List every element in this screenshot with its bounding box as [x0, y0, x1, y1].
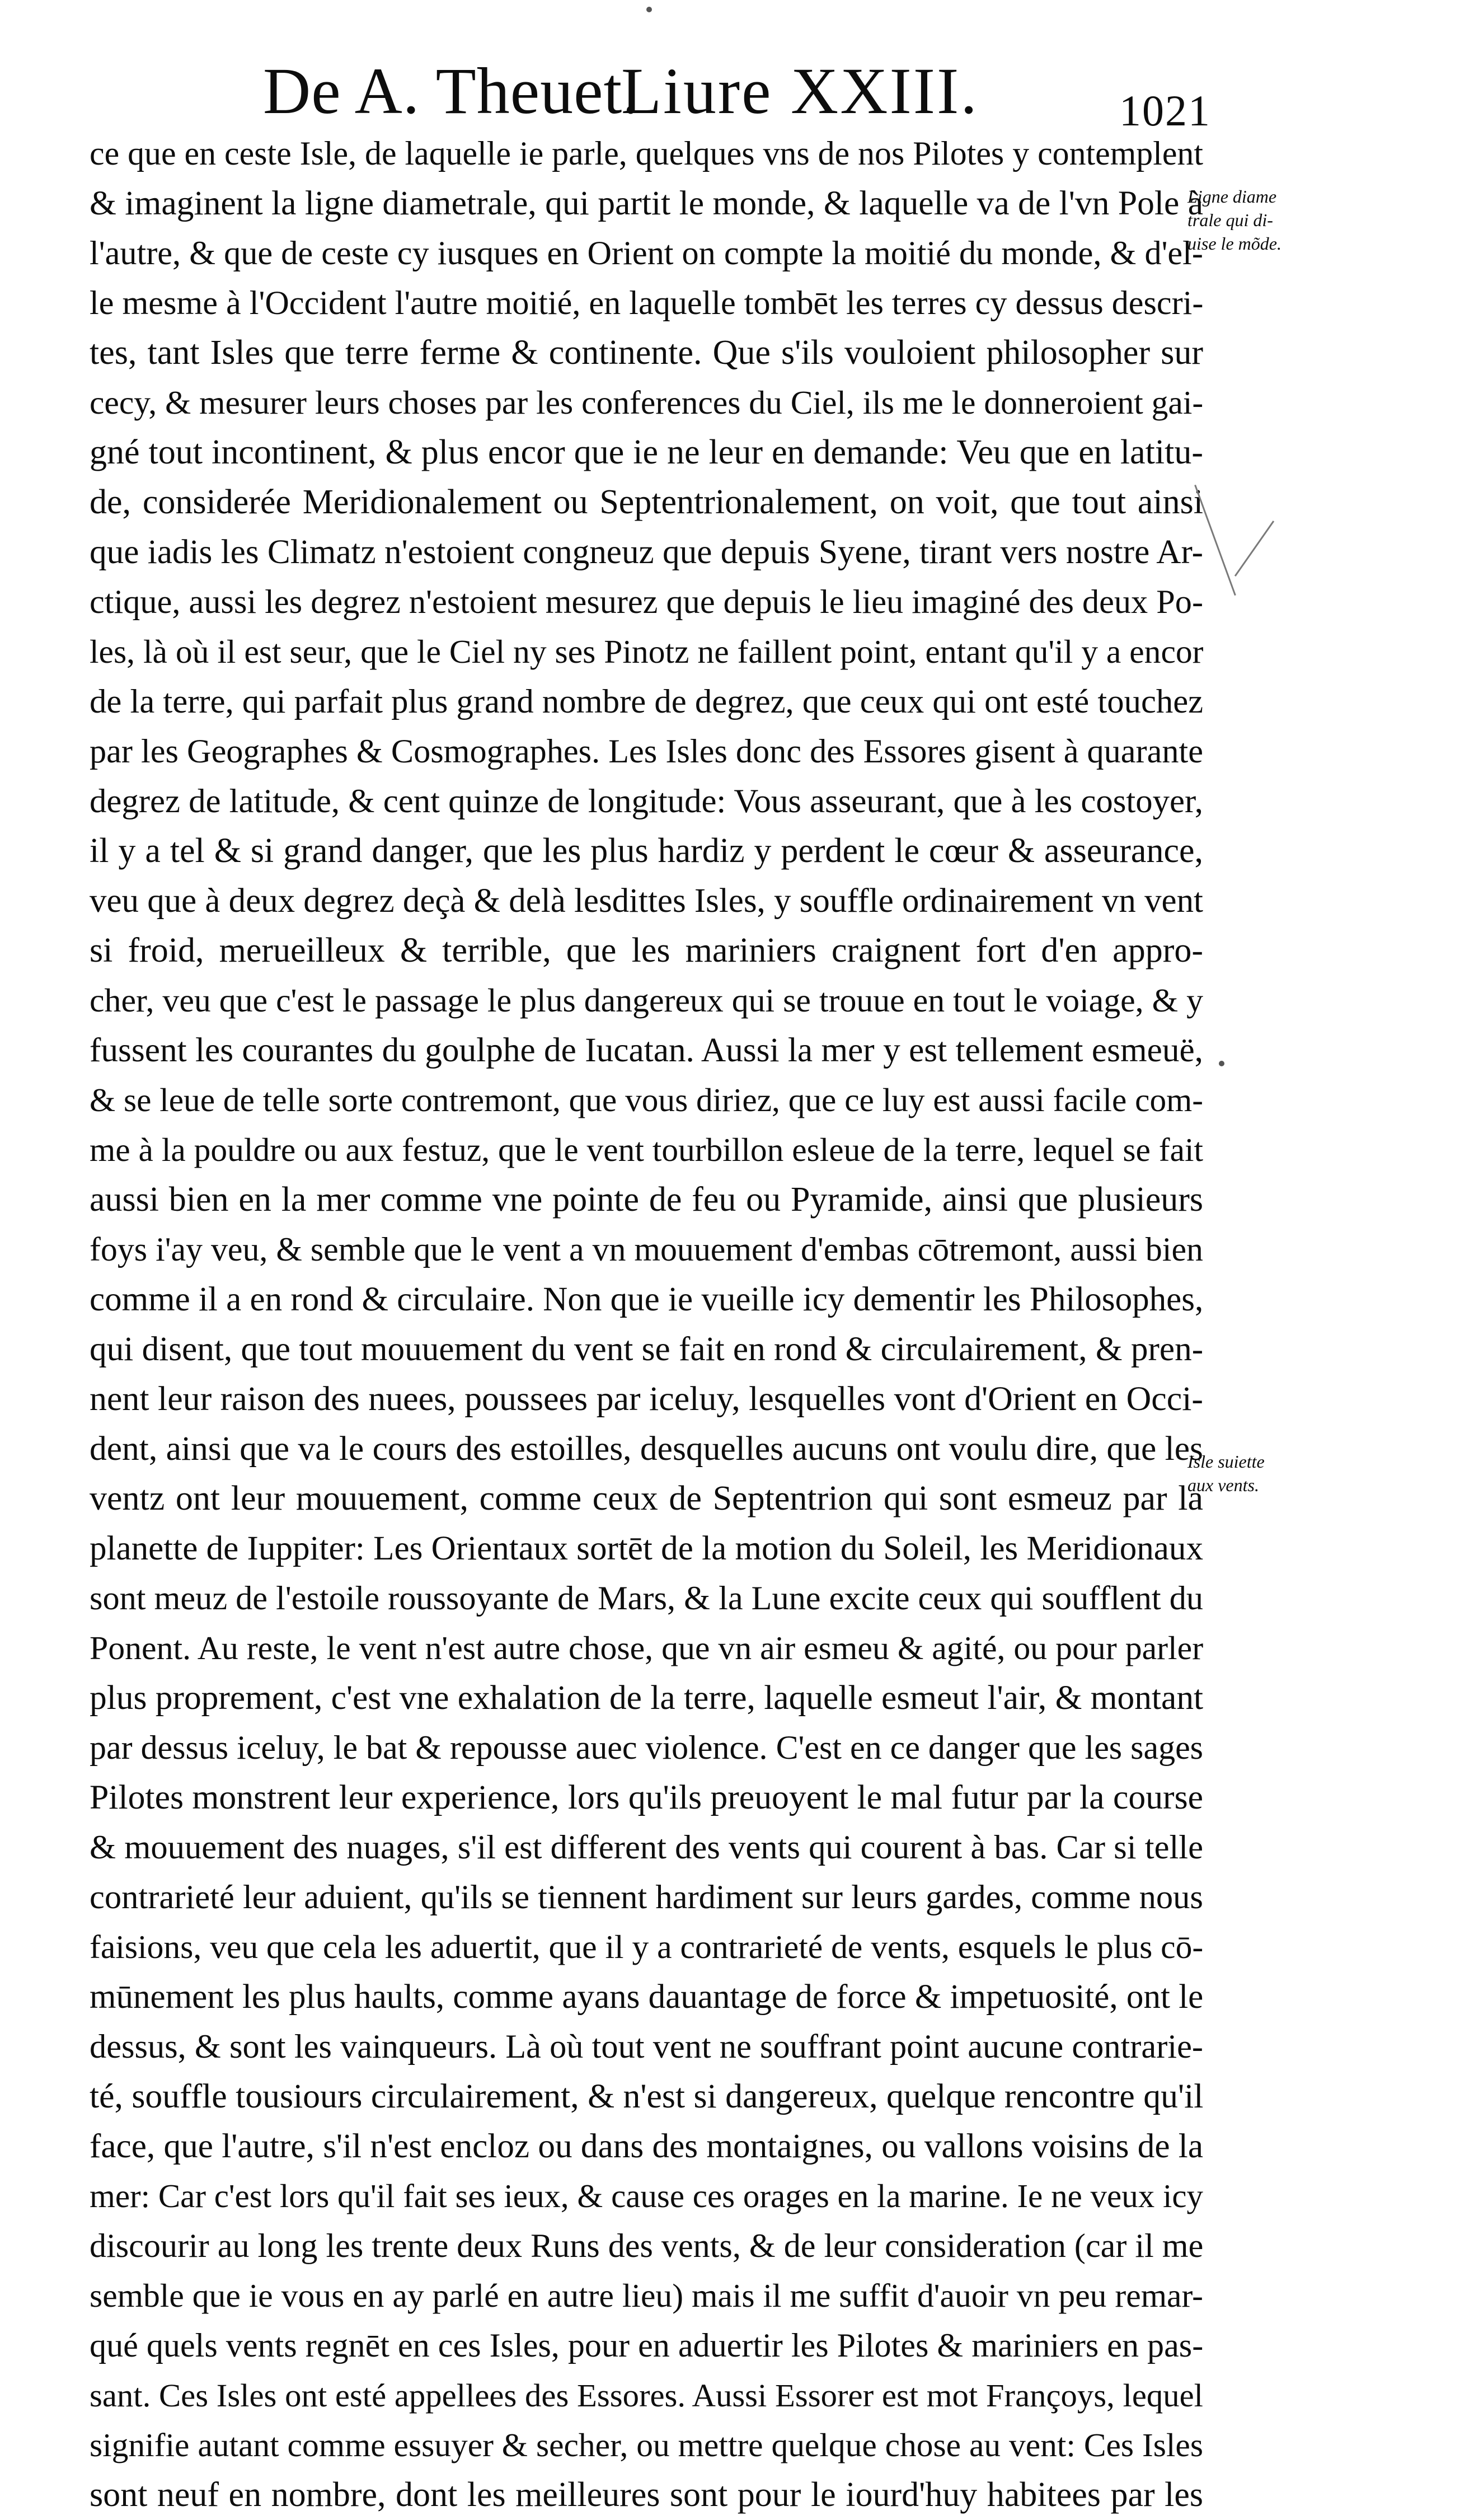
margin-note-line: aux vents.: [1187, 1475, 1259, 1495]
text-line: il y a tel & si grand danger, que les plus hardiz y perdent le cœur & asseurance,: [90, 832, 1203, 870]
text-line: me à la pouldre ou aux festuz, que le vent tourbillon esleue de la terre, lequel se fait: [90, 1131, 1203, 1168]
text-line: face, que l'autre, s'il n'est encloz ou dans des montaignes, ou vallons voisins de la: [90, 2127, 1203, 2165]
text-line: ce que en ceste Isle, de laquelle ie parle, quelques vns de nos Pilotes y contemplent: [90, 135, 1203, 172]
text-line: si froid, merueilleux & terrible, que les mariniers craignent fort d'en appro-: [90, 931, 1203, 969]
text-line: ventz ont leur mouuement, comme ceux de Septentrion qui sont esmeuz par la: [90, 1479, 1203, 1517]
running-head-author: De A. Theuet.: [263, 54, 640, 128]
text-line: discourir au long les trente deux Runs des vents, & de leur consideration (car il me: [90, 2227, 1204, 2265]
text-line: té, souffle tousiours circulairement, & n'est si dangereux, quelque rencontre qu'il: [90, 2077, 1204, 2115]
text-line: mer: Car c'est lors qu'il fait ses ieux, & cause ces orages en la marine. Ie ne veux icy: [90, 2177, 1203, 2214]
text-line: nent leur raison des nuees, poussees par iceluy, lesquelles vont d'Orient en Occi-: [90, 1380, 1203, 1418]
ink-speck: [1219, 1061, 1224, 1066]
text-line: de, considerée Meridionalement ou Septentrionalement, on voit, que tout ainsi: [90, 483, 1203, 521]
running-head-book: Liure XXIII.: [621, 54, 979, 128]
text-line: de la terre, qui parfait plus grand nombre de degrez, que ceux qui ont esté touchez: [90, 683, 1204, 720]
text-line: qué quels vents regnēt en ces Isles, pour en aduertir les Pilotes & mariniers en pas-: [90, 2327, 1204, 2364]
text-line: que iadis les Climatz n'estoient congneuz que depuis Syene, tirant vers nostre Ar-: [90, 533, 1203, 571]
margin-note-line: Ligne diame: [1187, 186, 1277, 207]
text-line: veu que à deux degrez deçà & delà lesdittes Isles, y souffle ordinairement vn vent: [90, 882, 1203, 920]
text-line: les, là où il est seur, que le Ciel ny ses Pinotz ne faillent point, entant qu'il y a encor: [90, 633, 1204, 670]
text-line: par les Geographes & Cosmographes. Les Isles donc des Essores gisent à quarante: [90, 733, 1203, 770]
body-text: [90, 129, 1203, 2520]
text-line: Pilotes monstrent leur experience, lors qu'ils preuoyent le mal futur par la course: [90, 1778, 1203, 1816]
margin-note-line: trale qui di-: [1187, 210, 1273, 230]
margin-note-ligne-diametrale: [1187, 185, 1299, 255]
text-line: le mesme à l'Occident l'autre moitié, en laquelle tombēt les terres cy dessus descri-: [90, 284, 1204, 322]
text-line: aussi bien en la mer comme vne pointe de feu ou Pyramide, ainsi que plusieurs: [90, 1181, 1203, 1219]
text-line: cecy, & mesurer leurs choses par les conferences du Ciel, ils me le donneroient gai-: [90, 384, 1204, 421]
text-line: dessus, & sont les vainqueurs. Là où tout vent ne souffrant point aucune contrarie-: [90, 2028, 1203, 2065]
text-line: cher, veu que c'est le passage le plus dangereux qui se trouue en tout le voiage, & y: [90, 982, 1203, 1019]
ink-speck: [646, 7, 652, 12]
text-line: signifie autant comme essuyer & secher, ou mettre quelque chose au vent: Ces Isles: [90, 2427, 1203, 2463]
text-line: fussent les courantes du goulphe de Iucatan. Aussi la mer y est tellement esmeuë,: [90, 1031, 1203, 1069]
text-line: dent, ainsi que va le cours des estoilles, desquelles aucuns ont voulu dire, que les: [90, 1430, 1203, 1468]
text-line: sont neuf en nombre, dont les meilleures sont pour le iourd'huy habitees par les: [90, 2476, 1203, 2514]
pencil-stroke: [1234, 521, 1274, 577]
text-line: tes, tant Isles que terre ferme & continente. Que s'ils vouloient philosopher sur: [90, 334, 1203, 372]
text-line: par dessus iceluy, le bat & repousse auec violence. C'est en ce danger que les sages: [90, 1729, 1203, 1766]
text-line: foys i'ay veu, & semble que le vent a vn mouuement d'embas cōtremont, aussi bien: [90, 1231, 1203, 1268]
text-line: sont meuz de l'estoile roussoyante de Mars, & la Lune excite ceux qui soufflent du: [90, 1580, 1203, 1617]
text-line: planette de Iuppiter: Les Orientaux sortēt de la motion du Soleil, les Meridionaux: [90, 1530, 1203, 1567]
text-line: plus proprement, c'est vne exhalation de la terre, laquelle esmeut l'air, & montant: [90, 1679, 1204, 1717]
text-line: Ponent. Au reste, le vent n'est autre chose, que vn air esmeu & agité, ou pour parler: [90, 1629, 1204, 1666]
text-line: mūnement les plus haults, comme ayans dauantage de force & impetuosité, ont le: [90, 1978, 1204, 2016]
text-line: qui disent, que tout mouuement du vent se fait en rond & circulairement, & pren-: [90, 1330, 1204, 1368]
text-line: & se leue de telle sorte contremont, que vous diriez, que ce luy est aussi facile com-: [90, 1081, 1203, 1118]
margin-note-line: uise le mõde.: [1187, 233, 1281, 254]
text-line: semble que ie vous en ay parlé en autre lieu) mais il me suffit d'auoir vn peu remar-: [90, 2277, 1203, 2314]
text-line: sant. Ces Isles ont esté appellees des Essores. Aussi Essorer est mot Françoys, lequel: [90, 2377, 1203, 2414]
text-line: comme il a en rond & circulaire. Non que ie vueille icy dementir les Philosophes,: [90, 1281, 1204, 1318]
text-line: & mouuement des nuages, s'il est different des vents qui courent à bas. Car si telle: [90, 1829, 1203, 1866]
margin-note-isle-suiette: [1187, 1450, 1299, 1497]
text-line: gné tout incontinent, & plus encor que ie ne leur en demande: Veu que en latitu-: [90, 433, 1203, 471]
running-header: [263, 49, 1214, 133]
text-line: degrez de latitude, & cent quinze de longitude: Vous asseurant, que à les costoyer,: [90, 783, 1203, 820]
text-line: & imaginent la ligne diametrale, qui partit le monde, & laquelle va de l'vn Pole à: [90, 184, 1204, 222]
text-line: ctique, aussi les degrez n'estoient mesurez que depuis le lieu imaginé des deux Po-: [90, 583, 1204, 621]
page-number: 1021: [1119, 86, 1211, 135]
text-line: faisions, veu que cela les aduertit, que il y a contrarieté de vents, esquels le plus cō-: [90, 1928, 1204, 1965]
text-line: contrarieté leur aduient, qu'ils se tiennent hardiment sur leurs gardes, comme nous: [90, 1879, 1203, 1916]
text-line: l'autre, & que de ceste cy iusques en Orient on compte la moitié du monde, & d'el-: [90, 235, 1203, 272]
margin-note-line: Isle suiette: [1187, 1451, 1265, 1472]
